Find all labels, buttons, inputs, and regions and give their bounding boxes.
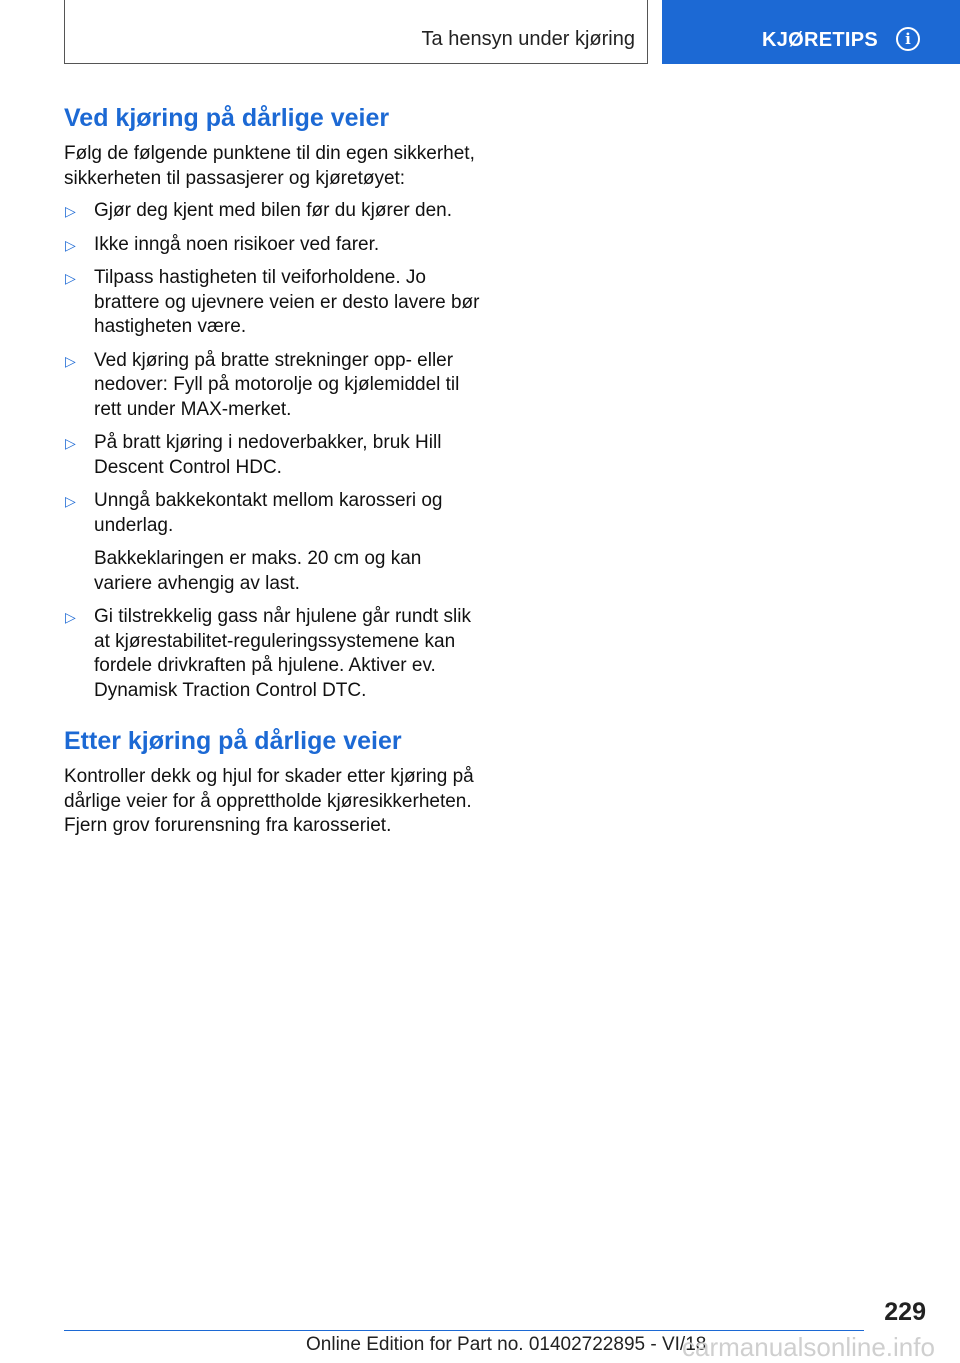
triangle-bullet-icon: ▷ [65,435,76,451]
safety-list [64,199,484,703]
list-item-text: Gjør deg kjent med bilen før du kjører den. [94,200,452,221]
list-item [64,605,484,703]
triangle-bullet-icon: ▷ [65,270,76,286]
after-paragraph: Kontroller dekk og hjul for skader etter kjøring på dårlige veier for å opprettholde kjøresikkerheten. Fjern grov forurensning fra karosseriet. [64,766,474,836]
list-item-text: Ikke inngå noen risikoer ved farer. [94,233,380,255]
chapter-title: KJØRETIPS [762,29,879,51]
list-item [64,233,484,258]
triangle-bullet-icon: ▷ [65,352,76,369]
triangle-bullet-icon: ▷ [65,493,76,509]
footer-divider [64,1330,864,1331]
watermark: carmanualsonline.info [682,1332,935,1362]
main-content [64,100,484,839]
list-item [64,266,484,340]
edition-text: Online Edition for Part no. 01402722895 - VI/18 [306,1334,707,1355]
intro-paragraph: Følg de følgende punktene til din egen sikkerhet, sikkerheten til passasjerer og kjøretøyet: [64,143,475,189]
chapter-tab[interactable] [662,0,960,64]
triangle-bullet-icon: ▷ [65,236,76,253]
list-item [64,431,484,480]
heading-after-bad-roads: Etter kjøring på dårlige veier [64,727,402,755]
list-item-note: Bakkeklaringen er maks. 20 cm og kan variere avhengig av last. [94,548,422,594]
list-item [64,489,484,596]
list-item-text: På bratt kjøring i nedoverbakker, bruk Hill Descent Control HDC. [94,432,442,478]
header-section-box [64,0,648,64]
info-icon[interactable]: i [896,27,920,51]
list-item [64,349,484,423]
page-number: 229 [884,1298,926,1326]
list-item-text: Ved kjøring på bratte strekninger opp- eller nedover: Fyll på motorolje og kjølemiddel til rett under MAX-merket. [94,349,460,420]
triangle-bullet-icon: ▷ [65,609,76,625]
list-item-text: Tilpass hastigheten til veiforholdene. Jo brattere og ujevnere veien er desto lavere bør hastigheten være. [94,267,480,337]
list-item [64,199,484,224]
list-item-text: Gi tilstrekkelig gass når hjulene går rundt slik at kjørestabilitet-reguleringssystemene kan fordele drivkraften på hjulene. Aktiver ev. Dynamisk Traction Control DTC. [94,606,472,701]
triangle-bullet-icon: ▷ [65,203,76,219]
list-item-text: Unngå bakkekontakt mellom karosseri og underlag. [94,490,443,536]
heading-bad-roads: Ved kjøring på dårlige veier [64,104,390,132]
section-title: Ta hensyn under kjøring [421,28,635,50]
